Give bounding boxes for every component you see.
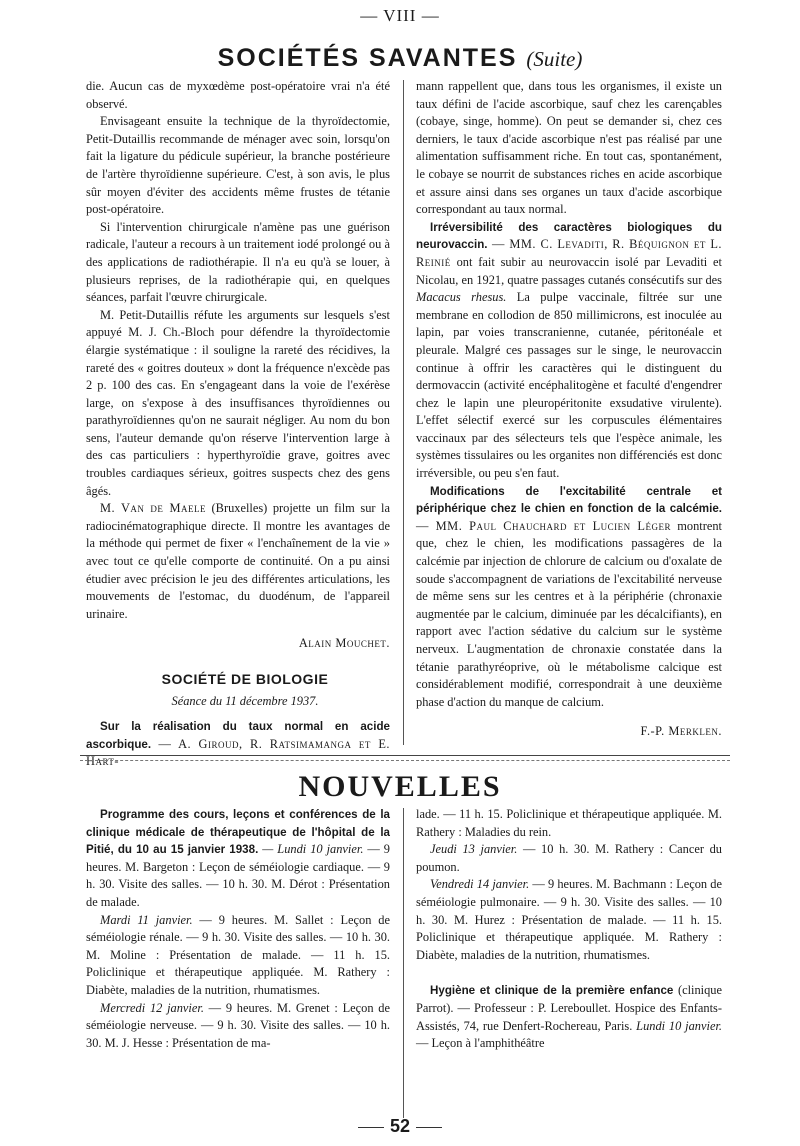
day-entry: [416, 841, 722, 876]
section-divider: [80, 755, 730, 756]
column-4: [416, 806, 722, 1053]
paragraph: die. Aucun cas de myxœdème post-opératoire vrai n'a été observé.: [86, 79, 390, 111]
article-authors: — A. Giroud, R. Ratsimamanga et E. Hart-: [86, 736, 390, 769]
paragraph: M. Petit-Dutaillis réfute les arguments sur lesquels s'est appuyé M. J. Ch.-Bloch pour défendre la thyroïdectomie élargie systématique : il souligne la rareté des récidives, la rareté des « goitres douteux » dont la fréquence n'excède pas 2 p. 100 des cas. En s'engageant dans la voie de l'exérèse large, on s'expose à des insuffisances thyroïdiennes ou parathyroïdiennes qu'on ne saurait négliger. Au nom du bon sens, l'auteur demande qu'on réserve l'intervention large à des cas particuliers : hyperthyroïdie grave, goitres avec troubles cardiaques sérieux, goitres suspects chez des gens âgés.: [86, 307, 390, 498]
article: [416, 982, 722, 1052]
section-title-text: SOCIÉTÉS SAVANTES: [217, 44, 518, 72]
signature: F.-P. Merklen.: [640, 724, 722, 739]
paragraph: [86, 500, 390, 623]
day-label: Vendredi 14 janvier.: [430, 877, 530, 892]
day-label: Mercredi 12 janvier.: [100, 1000, 204, 1015]
article: [416, 483, 722, 712]
column-3: [86, 806, 390, 1052]
day-text: — 9 heures. M. Bargeton : Leçon de séméiologie cardiaque. — 9 h. 30. Visite des salles. — 10 h. 30. M. Dérot : Présentation de malade.: [86, 842, 390, 909]
day-text: — 9 heures. M. Grenet : Leçon de séméiologie nerveuse. — 9 h. 30. Visite des salles. — 10 h. 30. M. J. Hesse : Présentation de ma-: [86, 1000, 390, 1050]
paragraph-text: (Bruxelles) projette un film sur la radiocinématographique directe. Il montre les avantages de la méthode qui permet de fixer « l'enchaînement de la vie » avec tout ce qu'elle comporte de continuité. On a pu ainsi étudier avec précision le jeu des différentes articulations, les mouvements de l'estomac, du duodénum, de l'appareil urinaire.: [86, 501, 391, 621]
paragraph: lade. — 11 h. 15. Policlinique et thérapeutique appliquée. M. Rathery : Maladies du rein.: [416, 807, 722, 839]
species-name: Macacus rhesus.: [416, 290, 507, 305]
section-divider-dashed: [80, 760, 730, 761]
article-title: Irréversibilité des caractères biologiques du neurovaccin.: [416, 220, 722, 252]
paragraph: Si l'intervention chirurgicale n'amène pas une guérison radicale, l'auteur a recours à un traitement iodé prolongé ou à des applications de radiothérapie. Il n'a eu qu'à se louer, à plusieurs reprises, de la radiothérapie qui, en quelques séances, parfait l'œuvre chirurgicale.: [86, 219, 390, 305]
program-title: Programme des cours, leçons et conférences de la clinique médicale de thérapeutique de l'hôpital de la Pitié, du 10 au 15 janvier 1938.: [86, 808, 390, 857]
day-text: — Leçon à l'amphithéâtre: [416, 1036, 545, 1051]
article: [416, 219, 722, 483]
nouvelles-title: NOUVELLES: [298, 770, 502, 803]
day-entry: [86, 1000, 390, 1053]
day-text: — 9 heures. M. Sallet : Leçon de séméiologie rénale. — 9 h. 30. Visite des salles. — 10 h. 30. M. Moline : Présentation de malade. — 11 h. 15. Policlinique et thérapeutique appliquée. M. Rathery : Diabète, maladies de la nutrition, rhumatismes.: [86, 912, 390, 997]
column-divider: [403, 80, 404, 745]
day-text: — 10 h. 30. M. Rathery : Cancer du poumon.: [416, 842, 722, 874]
day-label: — Lundi 10 janvier.: [258, 842, 364, 857]
column-2: [416, 78, 722, 741]
article-authors: — MM. C. Levaditi, R. Béquignon et L. Reinié: [416, 237, 722, 269]
paragraph-text: La pulpe vaccinale, filtrée sur une membrane en collodion de 850 millimicrons, est inoculée au lapin, par voies transcranienne, cutanée, péritonéale et pleurale. Malgré ces passages sur le singe, le neurovaccin continue à offrir les caractères qui le distinguent du dermovaccin (activité encéphalitogène et faculté d'engendrer chez le lapin une pleuropéritonite exsudative virulente). L'effet sélectif exercé sur les corpuscules élémentaires vaccinaux par des sélecteurs tels que l'espèce animale, les systèmes tissulaires ou les organites non différenciés est donc irréversible, ou peu s'en faut.: [416, 290, 722, 481]
paragraph-text: (clinique Parrot). — Professeur : P. Lereboullet. Hospice des Enfants-Assistés, 74, rue Denfert-Rochereau, Paris.: [416, 983, 722, 1033]
ornament-right: [416, 1127, 442, 1128]
program: [86, 806, 390, 912]
section-title: [0, 44, 800, 73]
day-entry: [86, 912, 390, 1000]
seance-date: Séance du 11 décembre 1937.: [171, 693, 319, 708]
column-divider: [403, 808, 404, 1118]
article-title: Hygiène et clinique de la première enfance: [430, 984, 674, 998]
article-authors: — MM. Paul Chauchard et Lucien Léger: [416, 518, 671, 533]
paragraph: mann rappellent que, dans tous les organismes, il existe un taux défini de l'acide ascorbique, sauf chez les carençables (cobaye, singe, homme). On peut se demander si, chez ces derniers, le taux d'acide ascorbique n'est pas réalisé par une alimentation suffisamment riche. En tout cas, spontanément, le cobaye se nourrit de substances riches en acide ascorbique et assure ainsi dans ses organes un taux d'acide ascorbique correspondant au taux normal.: [416, 79, 722, 217]
day-label: Mardi 11 janvier.: [100, 912, 193, 927]
section-title-suite: (Suite): [526, 47, 583, 71]
article-title: Modifications de l'excitabilité centrale et périphérique chez le chien en fonction de la calcémie.: [416, 484, 722, 516]
day-label: Jeudi 13 janvier.: [430, 842, 518, 857]
day-label: Lundi 10 janvier.: [636, 1018, 722, 1033]
signature: Alain Mouchet.: [298, 636, 390, 651]
column-1: [86, 78, 390, 771]
paragraph-text: ont fait subir au neurovaccin isolé par Levaditi et Nicolau, en 1921, quatre passages cutanés consécutifs sur des: [416, 254, 722, 287]
day-text: — 9 heures. M. Bachmann : Leçon de séméiologie pulmonaire. — 9 h. 30. Visite des salles. — 10 h. 30. M. Hurez : Présentation de malade. — 11 h. 15. Policlinique et thérapeutique appliquée. M. Rathery : Diabète, maladies de la nutrition, rhumatismes.: [416, 877, 722, 962]
author-name: M. Van de Maele: [100, 501, 206, 516]
paragraph: Envisageant ensuite la technique de la thyroïdectomie, Petit-Dutaillis recommande de ménager avec soin, lorsqu'on fait la ligature du pédicule supérieur, la branche postérieure de l'artère thyroïdienne supérieure. C'est, à son avis, le plus sûr moyen d'éviter des accidents même frustes de tétanie post-opératoire.: [86, 114, 390, 217]
folio: — VIII —: [360, 6, 440, 25]
ornament-left: [358, 1127, 384, 1128]
day-entry: [416, 876, 722, 964]
subsection-title: SOCIÉTÉ DE BIOLOGIE: [161, 671, 329, 687]
article-title: Sur la réalisation du taux normal en acide ascorbique.: [86, 720, 390, 751]
paragraph-text: montrent que, chez le chien, les modifications passagères de la calcémie par injection de chlorure de calcium ou d'oxalate de soude s'accompagnent de variations de l'excitabilité nerveuse de même sens sur les centres et à la périphérie (chronaxie augmentée par le calcium, diminuée par les décalcifiants), en rapport avec l'action sédative du calcium sur le système nerveux. L'augmentation de chronaxie constatée dans la tétanie parathyréoprive, où le métabolisme calcique est considérablement modifié, correspondrait à une deuxième phase d'action du manque de calcium.: [416, 518, 722, 709]
article-heading: [86, 718, 390, 771]
page-number: [0, 1116, 800, 1137]
page-number-text: 52: [389, 1116, 411, 1136]
